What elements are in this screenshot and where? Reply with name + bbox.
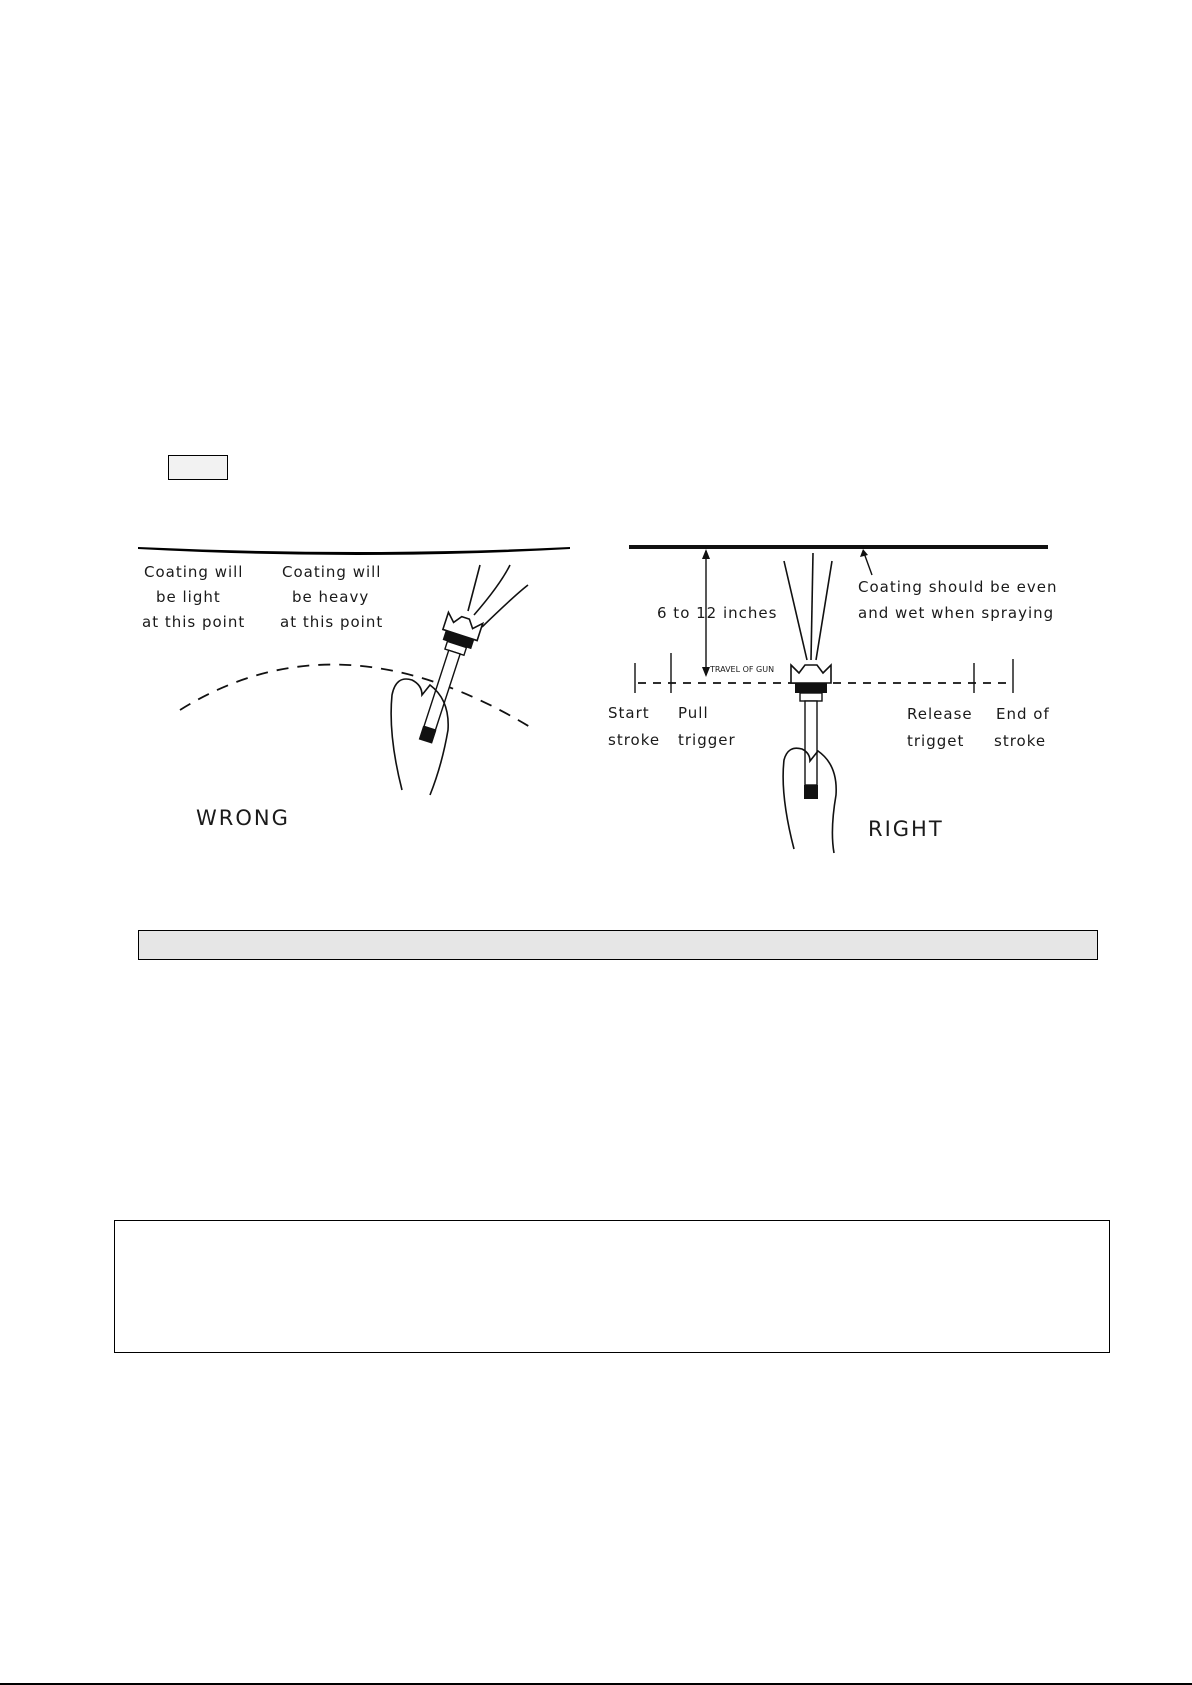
wrong-surface-line xyxy=(138,547,570,555)
right-spray-gun xyxy=(791,665,831,799)
small-label-box xyxy=(168,455,228,480)
spray-technique-figure xyxy=(130,535,1062,870)
figure-caption-bar xyxy=(138,930,1098,960)
coating-pointer-head xyxy=(860,549,868,557)
right-spray-line xyxy=(811,553,813,660)
empty-text-frame xyxy=(114,1220,1110,1353)
end-stroke-label-line2: stroke xyxy=(994,732,1047,750)
distance-arrow-head-bottom xyxy=(702,667,710,677)
coating-label-line2: and wet when spraying xyxy=(858,604,1055,622)
distance-arrow-head-top xyxy=(702,549,710,559)
right-verdict: RIGHT xyxy=(868,817,944,841)
right-spray-line xyxy=(784,561,807,660)
distance-label: 6 to 12 inches xyxy=(657,604,778,622)
release-trigger-label-line1: Release xyxy=(907,705,973,723)
wrong-spray-line xyxy=(482,585,528,627)
wrong-heavy-label-line3: at this point xyxy=(280,613,384,631)
release-trigger-label-line2: trigget xyxy=(907,732,965,750)
coating-pointer-line xyxy=(864,553,872,575)
right-spray-line xyxy=(816,561,832,660)
wrong-spray-line xyxy=(468,565,480,611)
right-panel xyxy=(608,545,1058,853)
coating-label-line1: Coating should be even xyxy=(858,578,1058,596)
wrong-panel xyxy=(138,547,570,830)
travel-of-gun-label: TRAVEL OF GUN xyxy=(710,665,775,674)
pull-trigger-label-line2: trigger xyxy=(678,731,736,749)
wrong-spray-gun xyxy=(408,612,482,747)
spray-technique-illustration xyxy=(130,535,1062,870)
start-stroke-label-line1: Start xyxy=(608,704,650,722)
wrong-heavy-label-line2: be heavy xyxy=(292,588,370,606)
wrong-light-label-line1: Coating will xyxy=(144,563,244,581)
pull-trigger-label-line1: Pull xyxy=(678,704,709,722)
wrong-spray-line xyxy=(474,565,510,615)
wrong-light-label-line3: at this point xyxy=(142,613,246,631)
end-stroke-label-line1: End of xyxy=(996,705,1050,723)
wrong-verdict: WRONG xyxy=(196,806,290,830)
wrong-light-label-line2: be light xyxy=(156,588,221,606)
right-surface-line xyxy=(629,545,1048,549)
wrong-arc-path xyxy=(180,665,535,730)
start-stroke-label-line2: stroke xyxy=(608,731,661,749)
wrong-heavy-label-line1: Coating will xyxy=(282,563,382,581)
